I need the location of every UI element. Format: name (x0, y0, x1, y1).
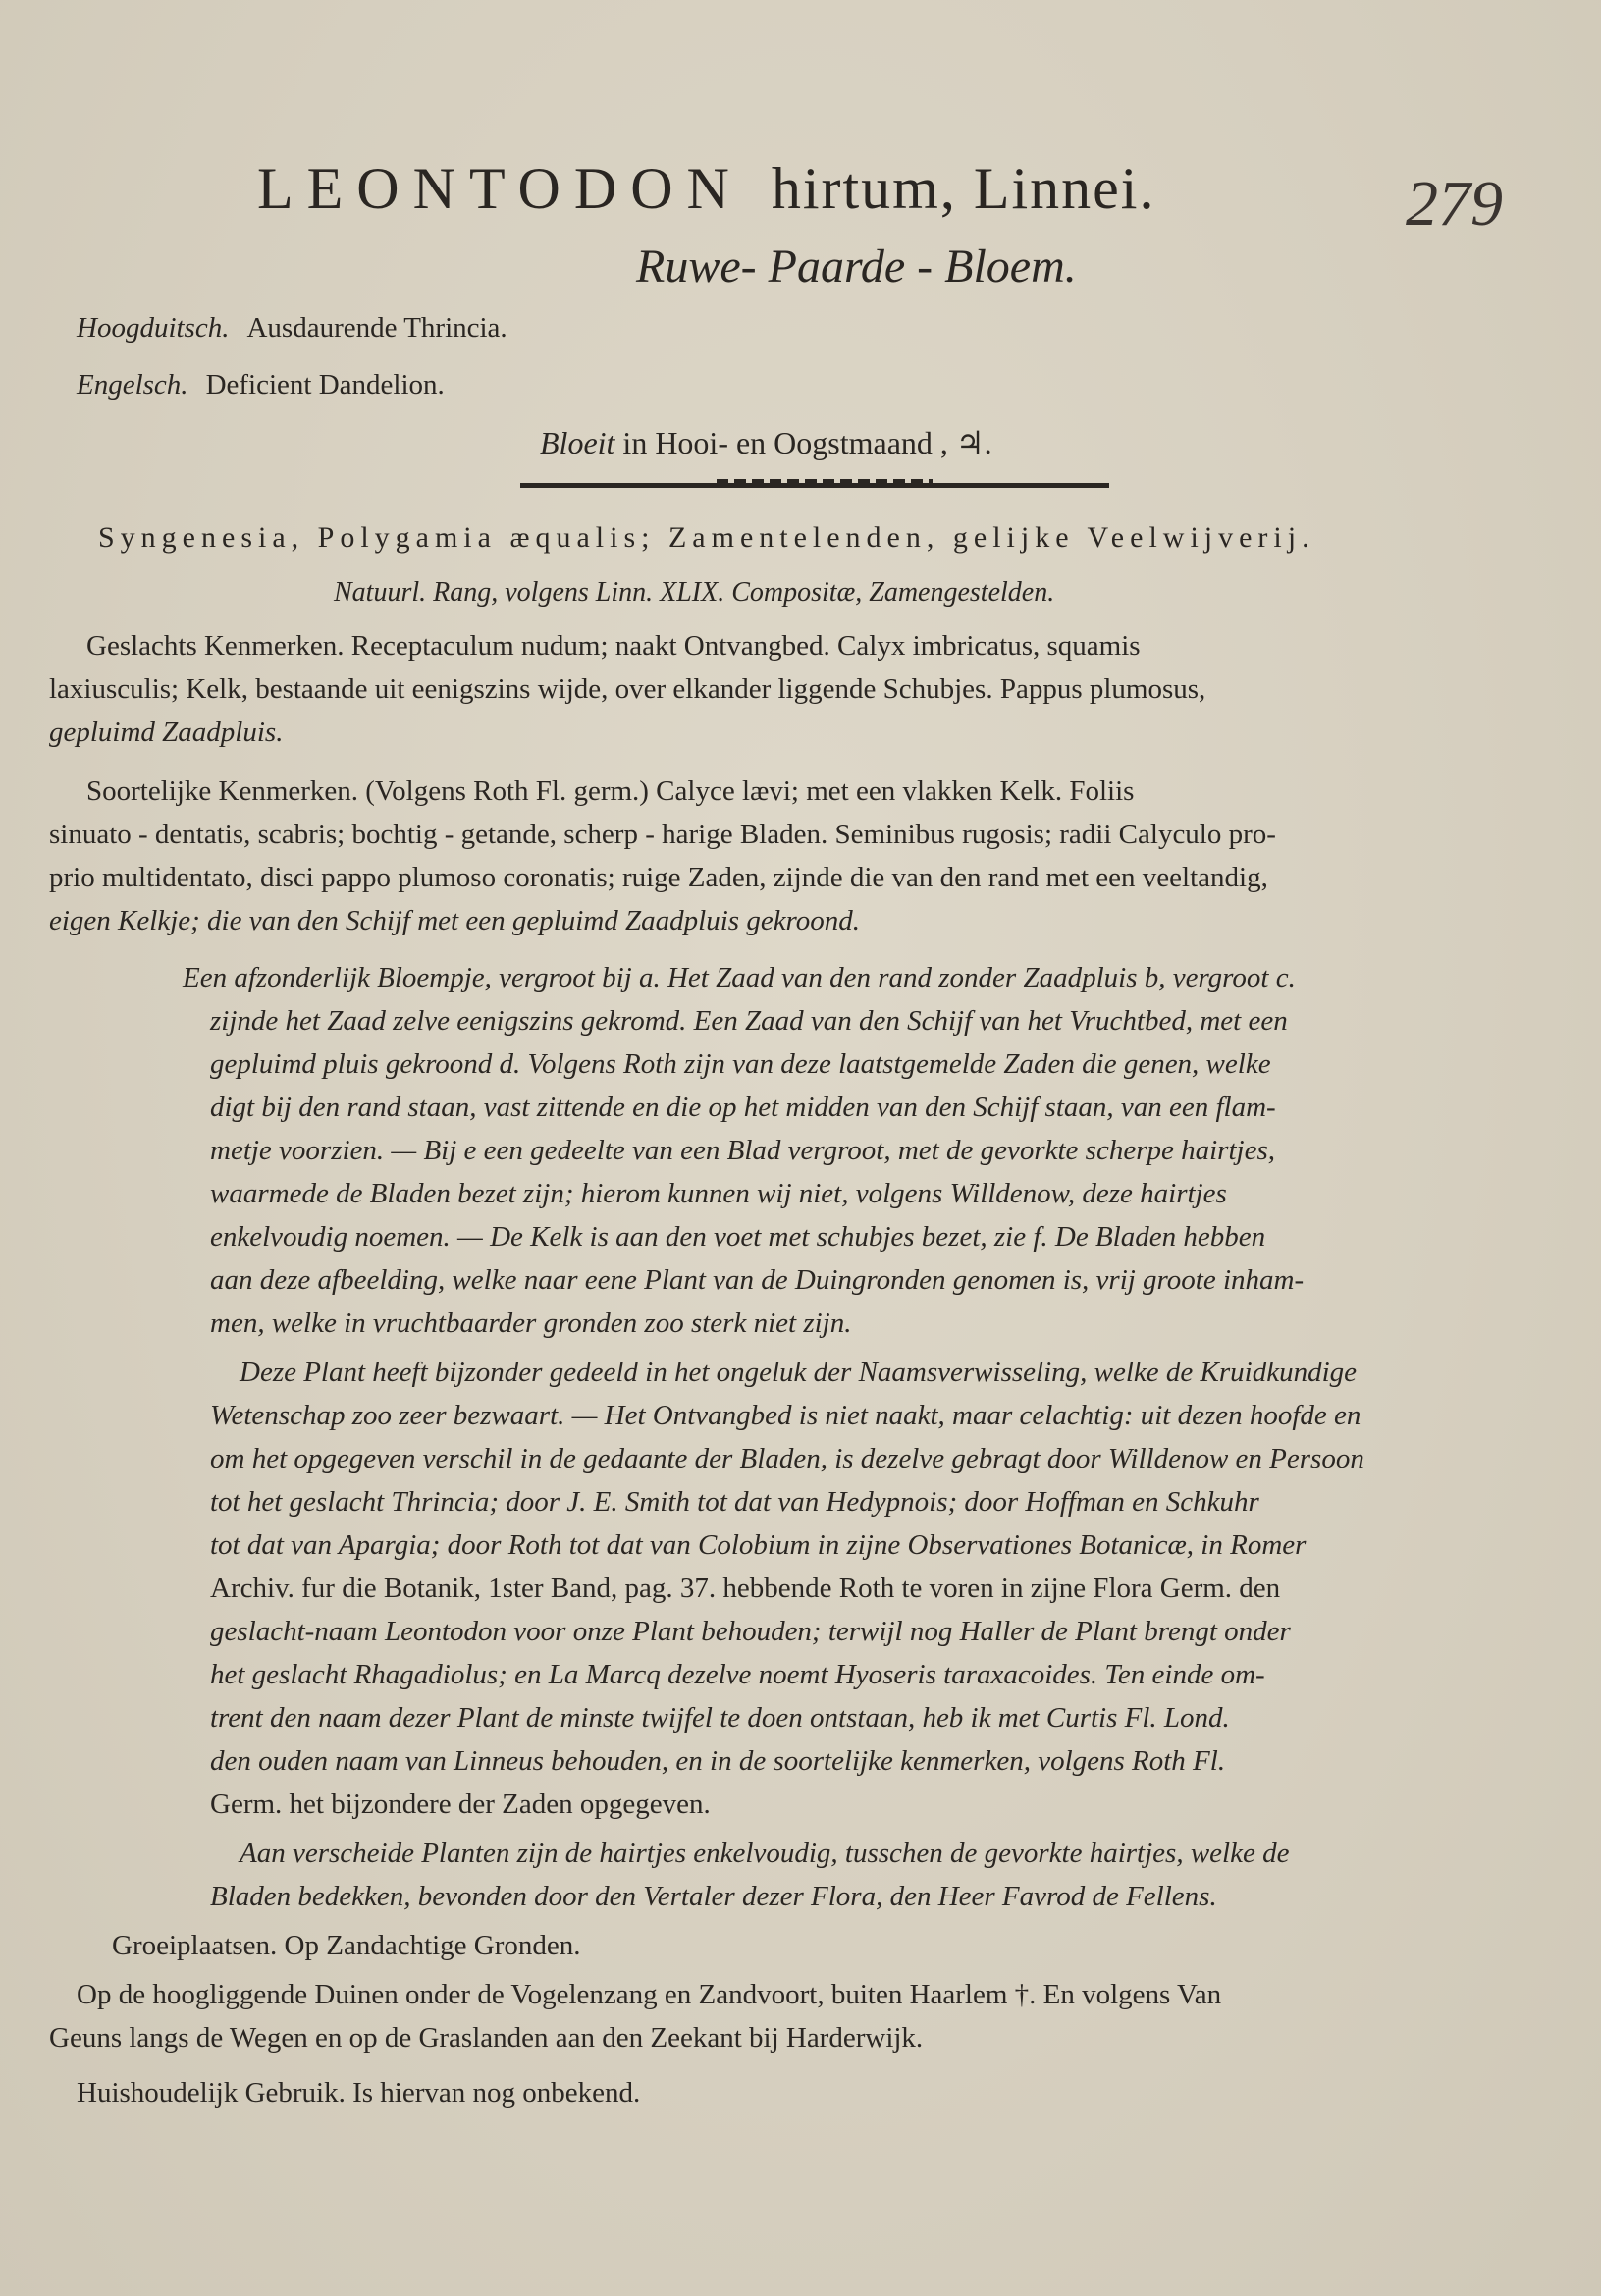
bloom-label: Bloeit (540, 425, 615, 460)
synonym-lang: Engelsch. (77, 369, 188, 400)
text-line: Een afzonderlijk Bloempje, vergroot bij a. Het Zaad van den rand zonder Zaadpluis b, vergroot c. (183, 962, 1296, 993)
bloom-period (540, 424, 992, 461)
synonym-english (77, 369, 445, 401)
perennial-symbol: ♃. (955, 425, 992, 460)
text-line: Soortelijke Kenmerken. (Volgens Roth Fl. germ.) Calyce lævi; met een vlakken Kelk. Foliis (86, 775, 1135, 807)
synonym-german (77, 312, 507, 345)
text-line: Bladen bedekken, bevonden door den Vertaler dezer Flora, den Heer Favrod de Fellens. (210, 1881, 1217, 1912)
text-line: laxiusculis; Kelk, bestaande uit eenigszins wijde, over elkander liggende Schubjes. Pappus plumosus, (49, 673, 1206, 705)
common-name: Ruwe- Paarde - Bloem. (636, 240, 1077, 293)
text-line: waarmede de Bladen bezet zijn; hierom kunnen wij niet, volgens Willdenow, deze hairtjes (210, 1178, 1227, 1209)
classification-line: Syngenesia, Polygamia æqualis; Zamentelenden, gelijke Veelwijverij. (98, 521, 1315, 554)
text-line: gepluimd pluis gekroond d. Volgens Roth zijn van deze laatstgemelde Zaden die genen, welke (210, 1048, 1271, 1080)
text-line: tot dat van Apargia; door Roth tot dat van Colobium in zijne Observationes Botanicæ, in Romer (210, 1529, 1307, 1561)
text-line: prio multidentato, disci pappo plumoso coronatis; ruige Zaden, zijnde die van den rand met een veeltandig, (49, 862, 1268, 893)
text-line: Op de hoogliggende Duinen onder de Vogelenzang en Zandvoort, buiten Haarlem †. En volgens Van (77, 1979, 1222, 2010)
synonym-text: Ausdaurende Thrincia. (246, 312, 507, 344)
bloom-text: in Hooi- en Oogstmaand , (622, 425, 948, 460)
classification-rank: Natuurl. Rang, volgens Linn. XLIX. Compositæ, Zamengestelden. (334, 577, 1055, 608)
text-line: trent den naam dezer Plant de minste twijfel te doen ontstaan, heb ik met Curtis Fl. Lond. (210, 1702, 1230, 1734)
text-line: men, welke in vruchtbaarder gronden zoo sterk niet zijn. (210, 1308, 852, 1339)
species-name: hirtum, Linnei. (771, 156, 1156, 221)
text-line: Aan verscheide Planten zijn de hairtjes enkelvoudig, tusschen de gevorkte hairtjes, welke de (240, 1838, 1290, 1869)
text-line: Huishoudelijk Gebruik. Is hiervan nog onbekend. (77, 2077, 641, 2109)
text-line: gepluimd Zaadpluis. (49, 717, 284, 748)
page-title (257, 155, 1155, 223)
text-line: eigen Kelkje; die van den Schijf met een gepluimd Zaadpluis gekroond. (49, 905, 861, 936)
text-line: Archiv. fur die Botanik, 1ster Band, pag. 37. hebbende Roth te voren in zijne Flora Germ. den (210, 1573, 1281, 1604)
text-line: aan deze afbeelding, welke naar eene Plant van de Duingronden genomen is, vrij groote inham- (210, 1264, 1305, 1296)
page-number: 279 (1406, 168, 1503, 240)
text-line: sinuato - dentatis, scabris; bochtig - getande, scherp - harige Bladen. Seminibus rugosis; radii Calyculo pro- (49, 819, 1276, 850)
text-line: metje voorzien. — Bij e een gedeelte van een Blad vergroot, met de gevorkte scherpe hairtjes, (210, 1135, 1275, 1166)
text-line: tot het geslacht Thrincia; door J. E. Smith tot dat van Hedypnois; door Hoffman en Schkuhr (210, 1486, 1259, 1518)
text-line: het geslacht Rhagadiolus; en La Marcq dezelve noemt Hyoseris taraxacoides. Ten einde om- (210, 1659, 1265, 1690)
text-line: Geuns langs de Wegen en op de Graslanden aan den Zeekant bij Harderwijk. (49, 2022, 924, 2054)
text-line: geslacht-naam Leontodon voor onze Plant behouden; terwijl nog Haller de Plant brengt onder (210, 1616, 1291, 1647)
text-line: zijnde het Zaad zelve eenigszins gekromd. Een Zaad van den Schijf van het Vruchtbed, met een (210, 1005, 1288, 1037)
synonym-text: Deficient Dandelion. (205, 369, 445, 400)
text-line: digt bij den rand staan, vast zittende en die op het midden van den Schijf staan, van een flam- (210, 1092, 1276, 1123)
genus-name: LEONTODON (257, 156, 743, 221)
synonym-lang: Hoogduitsch. (77, 312, 230, 344)
text-line: enkelvoudig noemen. — De Kelk is aan den voet met schubjes bezet, zie f. De Bladen hebben (210, 1221, 1266, 1253)
text-line: Deze Plant heeft bijzonder gedeeld in het ongeluk der Naamsverwisseling, welke de Kruidkundige (240, 1357, 1358, 1388)
text-line: Groeiplaatsen. Op Zandachtige Gronden. (112, 1930, 581, 1961)
ornamental-rule-pattern (717, 479, 933, 485)
text-line: Geslachts Kenmerken. Receptaculum nudum; naakt Ontvangbed. Calyx imbricatus, squamis (86, 630, 1141, 662)
text-line: Wetenschap zoo zeer bezwaart. — Het Ontvangbed is niet naakt, maar celachtig: uit dezen hoofde en (210, 1400, 1361, 1431)
text-line: den ouden naam van Linneus behouden, en in de soortelijke kenmerken, volgens Roth Fl. (210, 1745, 1226, 1777)
text-line: om het opgegeven verschil in de gedaante der Bladen, is dezelve gebragt door Willdenow en Persoon (210, 1443, 1364, 1474)
text-line: Germ. het bijzondere der Zaden opgegeven. (210, 1789, 711, 1820)
